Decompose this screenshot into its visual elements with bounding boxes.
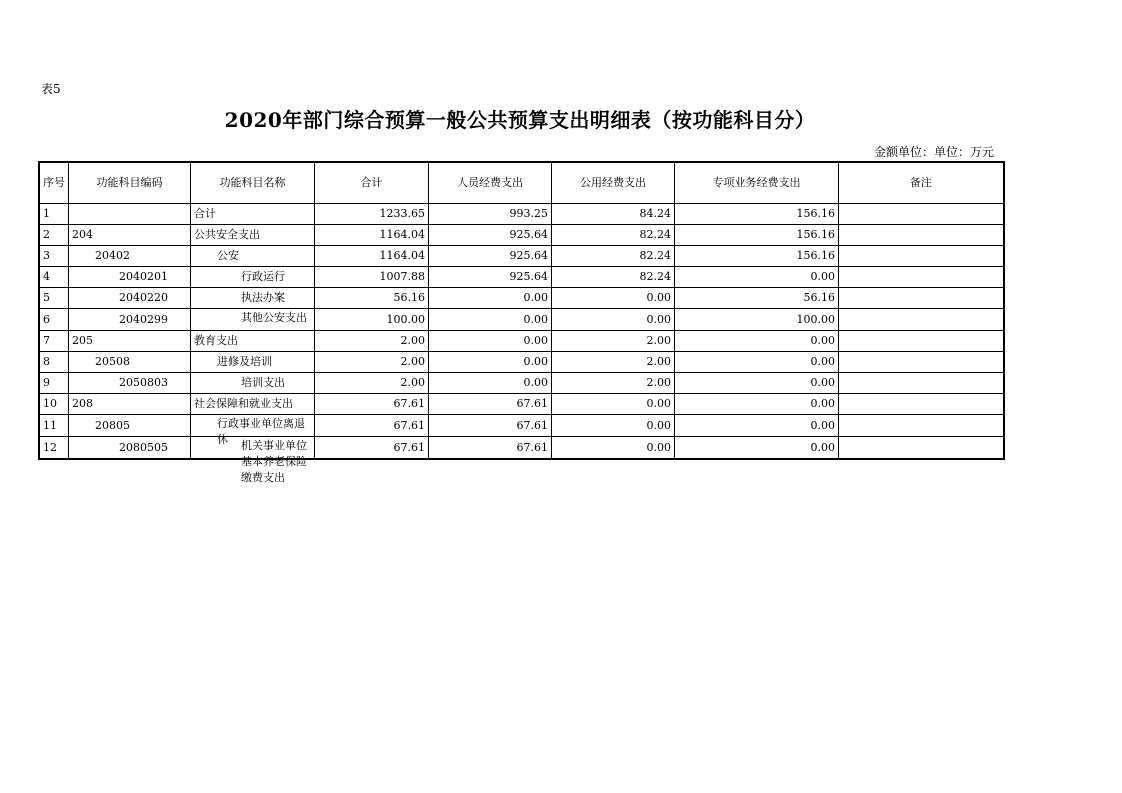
cell-code: 2040201 (69, 267, 191, 288)
cell-remark (839, 394, 1004, 415)
table-row (39, 352, 1004, 373)
table-row (39, 415, 1004, 437)
header-project: 专项业务经费支出 (675, 162, 839, 204)
cell-name: 公共安全支出 (191, 225, 315, 246)
cell-public: 0.00 (552, 288, 675, 309)
cell-public: 84.24 (552, 204, 675, 225)
cell-total: 67.61 (315, 394, 429, 415)
table-row (39, 394, 1004, 415)
cell-name: 培训支出 (191, 373, 315, 394)
cell-project: 0.00 (675, 331, 839, 352)
cell-project: 0.00 (675, 437, 839, 460)
cell-name (191, 309, 315, 331)
cell-total: 1007.88 (315, 267, 429, 288)
cell-public: 2.00 (552, 373, 675, 394)
table-label: 表5 (41, 82, 61, 96)
cell-total: 2.00 (315, 352, 429, 373)
cell-remark (839, 225, 1004, 246)
cell-project: 100.00 (675, 309, 839, 331)
cell-seq: 12 (39, 437, 69, 460)
cell-public: 0.00 (552, 437, 675, 460)
cell-total: 1164.04 (315, 246, 429, 267)
cell-code: 205 (69, 331, 191, 352)
header-seq: 序号 (39, 162, 69, 204)
cell-total: 67.61 (315, 437, 429, 460)
table-row (39, 331, 1004, 352)
cell-public: 0.00 (552, 394, 675, 415)
cell-seq: 4 (39, 267, 69, 288)
cell-public: 82.24 (552, 267, 675, 288)
cell-name: 公安 (191, 246, 315, 267)
cell-code: 208 (69, 394, 191, 415)
cell-name: 合计 (191, 204, 315, 225)
cell-remark (839, 246, 1004, 267)
cell-remark (839, 331, 1004, 352)
cell-remark (839, 309, 1004, 331)
cell-code: 2040299 (69, 309, 191, 331)
cell-public: 2.00 (552, 331, 675, 352)
cell-code (69, 204, 191, 225)
cell-remark (839, 415, 1004, 437)
cell-total: 2.00 (315, 373, 429, 394)
table-row (39, 267, 1004, 288)
header-remark: 备注 (839, 162, 1004, 204)
cell-project: 0.00 (675, 352, 839, 373)
cell-project: 0.00 (675, 373, 839, 394)
table-row (39, 437, 1004, 460)
cell-code: 20508 (69, 352, 191, 373)
cell-public: 82.24 (552, 246, 675, 267)
cell-name: 社会保障和就业支出 (191, 394, 315, 415)
cell-personnel: 0.00 (429, 373, 552, 394)
cell-code: 204 (69, 225, 191, 246)
cell-remark (839, 288, 1004, 309)
cell-personnel: 0.00 (429, 352, 552, 373)
cell-remark (839, 373, 1004, 394)
cell-code: 20805 (69, 415, 191, 437)
cell-total: 1233.65 (315, 204, 429, 225)
cell-seq: 3 (39, 246, 69, 267)
table-row (39, 225, 1004, 246)
table-row (39, 373, 1004, 394)
cell-seq: 7 (39, 331, 69, 352)
cell-name (191, 415, 315, 446)
cell-project: 156.16 (675, 225, 839, 246)
cell-name-text: 行政事业单位离退休 (217, 417, 305, 446)
cell-code: 20402 (69, 246, 191, 267)
cell-seq: 5 (39, 288, 69, 309)
cell-code: 2050803 (69, 373, 191, 394)
cell-personnel: 67.61 (429, 415, 552, 437)
cell-total: 67.61 (315, 415, 429, 437)
cell-code: 2040220 (69, 288, 191, 309)
cell-total: 56.16 (315, 288, 429, 309)
cell-name: 行政运行 (191, 267, 315, 288)
header-name: 功能科目名称 (191, 162, 315, 204)
cell-public: 0.00 (552, 415, 675, 437)
cell-seq: 8 (39, 352, 69, 373)
table-row (39, 246, 1004, 267)
cell-name: 教育支出 (191, 331, 315, 352)
cell-public: 0.00 (552, 309, 675, 331)
table-row (39, 288, 1004, 309)
cell-seq: 2 (39, 225, 69, 246)
header-code: 功能科目编码 (69, 162, 191, 204)
cell-personnel: 925.64 (429, 267, 552, 288)
cell-name (191, 437, 315, 484)
cell-project: 156.16 (675, 204, 839, 225)
cell-seq: 1 (39, 204, 69, 225)
cell-name-text: 机关事业单位基本养老保险缴费支出 (241, 439, 307, 484)
cell-remark (839, 352, 1004, 373)
header-total: 合计 (315, 162, 429, 204)
cell-code: 2080505 (69, 437, 191, 460)
cell-public: 82.24 (552, 225, 675, 246)
header-personnel: 人员经费支出 (429, 162, 552, 204)
cell-personnel: 993.25 (429, 204, 552, 225)
cell-personnel: 67.61 (429, 437, 552, 460)
cell-project: 156.16 (675, 246, 839, 267)
table-row (39, 309, 1004, 331)
header-public: 公用经费支出 (552, 162, 675, 204)
table-row (39, 204, 1004, 225)
cell-name-text: 其他公安支出 (241, 311, 307, 324)
cell-seq: 9 (39, 373, 69, 394)
page-title: 2020年部门综合预算一般公共预算支出明细表（按功能科目分） (224, 108, 816, 132)
cell-personnel: 0.00 (429, 309, 552, 331)
cell-personnel: 67.61 (429, 394, 552, 415)
cell-total: 100.00 (315, 309, 429, 331)
header-row (39, 162, 1004, 204)
cell-seq: 6 (39, 309, 69, 331)
cell-personnel: 925.64 (429, 246, 552, 267)
expenditure-table (38, 161, 1005, 484)
cell-name: 进修及培训 (191, 352, 315, 373)
cell-project: 0.00 (675, 394, 839, 415)
cell-personnel: 0.00 (429, 331, 552, 352)
cell-remark (839, 437, 1004, 460)
unit-note: 金额单位：单位：万元 (873, 145, 994, 159)
cell-total: 1164.04 (315, 225, 429, 246)
cell-remark (839, 267, 1004, 288)
cell-name: 执法办案 (191, 288, 315, 309)
cell-seq: 11 (39, 415, 69, 437)
cell-public: 2.00 (552, 352, 675, 373)
cell-project: 56.16 (675, 288, 839, 309)
cell-remark (839, 204, 1004, 225)
cell-project: 0.00 (675, 267, 839, 288)
cell-project: 0.00 (675, 415, 839, 437)
cell-seq: 10 (39, 394, 69, 415)
cell-personnel: 925.64 (429, 225, 552, 246)
cell-total: 2.00 (315, 331, 429, 352)
cell-personnel: 0.00 (429, 288, 552, 309)
